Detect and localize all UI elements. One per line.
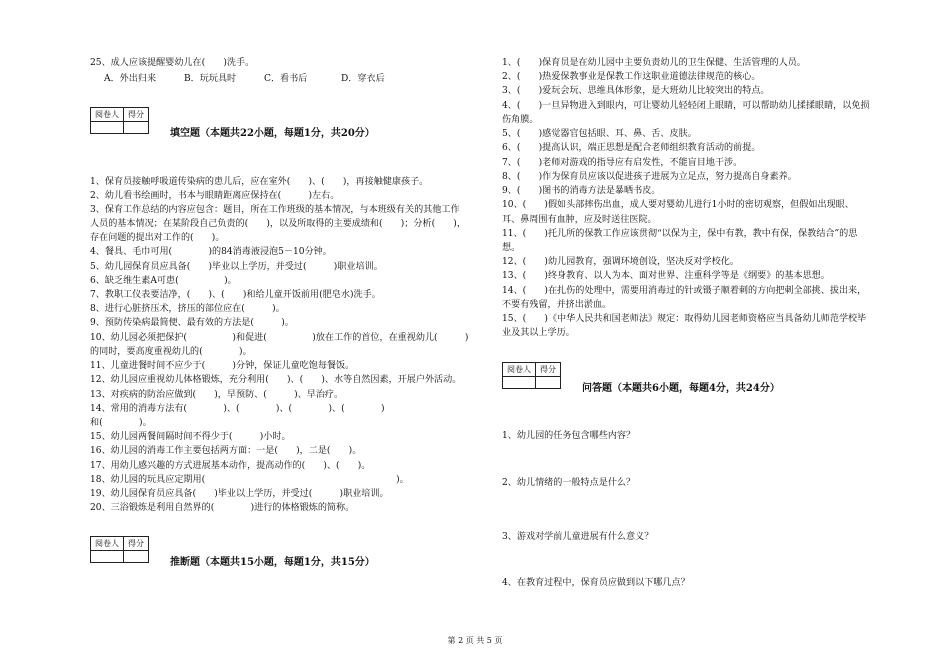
- judge-item: 3、( )爱玩会玩、思维具体形象，是大班幼儿比较突出的特点。: [502, 86, 770, 96]
- judge-item: 2、( )热爱保教事业是保教工作这职业道德法律规范的核心。: [502, 72, 761, 82]
- fill-item: 14、常用的消毒方法有( )、( )、( )、( ): [90, 404, 385, 414]
- fill-item: 7、教职工仪表要洁净，( )、( )和给儿童开饭前用(肥皂水)洗手。: [90, 290, 381, 300]
- judge-item: 14、( )在扎伤的处理中，需要用消毒过的针或镊子顺着刺的方向把刺全部挑、拔出来，: [502, 286, 867, 296]
- judge-item: 13、( )终身教育、以人为本、面对世界、注重科学等是《纲要》的基本思想。: [502, 271, 830, 281]
- question-25: 25、成人应该提醒婴幼儿在( )洗手。: [90, 58, 255, 68]
- judge-section-title: 推断题（本题共15小题，每题1分，共15分）: [170, 557, 375, 568]
- judge-item: 想。: [502, 243, 521, 253]
- fill-item: 存在问题的提出对工作的( )。: [90, 233, 225, 243]
- judge-item: 4、( )一旦异物进入到眼内，可让婴幼儿轻轻闭上眼睛，可以帮助幼儿揉揉眼睛，以免损: [502, 101, 870, 111]
- q25-option-c: C．看书后: [264, 74, 308, 84]
- score-label: 得分: [536, 363, 561, 377]
- q25-option-d: D．穿衣后: [341, 74, 385, 84]
- page-footer: 第 2 页 共 5 页: [447, 636, 503, 645]
- judge-item: 11、( )托儿所的保教工作应该贯彻“以保为主，保中有教，教中有保，保教结合”的思: [502, 229, 858, 239]
- judge-item: 15、( )《中华人民共和国老师法》规定：取得幼儿园老师资格应当具备幼儿师范学校毕: [502, 314, 867, 324]
- fill-item: 5、幼儿园保育员应具备( )毕业以上学历，并受过( )职业培训。: [90, 262, 383, 272]
- score-box-qa: [502, 362, 561, 389]
- judge-item: 1、( )保育员是在幼儿园中主要负责幼儿的卫生保健、生活管理的人员。: [502, 58, 806, 68]
- fill-item: 人员的基本情况；在某阶段自己负责的( )，以及所取得的主要成绩和( )；分析( )，: [90, 219, 466, 229]
- qa-item: 2、幼儿情绪的一般特点是什么？: [502, 478, 636, 488]
- q25-option-b: B．玩玩具时: [184, 74, 237, 84]
- qa-item: 3、游戏对学前儿童进展有什么意义？: [502, 532, 654, 542]
- judge-item: 业及其以上学历。: [502, 328, 575, 338]
- fill-item: 18、幼儿园的玩具应定期用( )。: [90, 475, 409, 485]
- fill-item: 9、预防传染病最简便、最有效的方法是( )。: [90, 318, 294, 328]
- fill-item: 12、幼儿园应重视幼儿体格锻炼，充分利用( )、( )、水等自然因素，开展户外活动。: [90, 375, 462, 385]
- fill-item: 10、幼儿园必须把保护( )和促进( )放在工作的首位，在重视幼儿( ): [90, 333, 469, 343]
- judge-item: 6、( )提高认识，端正思想是配合老师组织教育活动的前提。: [502, 143, 761, 153]
- fill-item: 16、幼儿园的消毒工作主要包括两方面：一是( )，二是( )。: [90, 446, 362, 456]
- score-box-fill: [90, 107, 149, 134]
- q25-option-a: A．外出归来: [104, 74, 157, 84]
- grader-label: 阅卷人: [503, 363, 536, 377]
- qa-item: 1、幼儿园的任务包含哪些内容？: [502, 431, 636, 441]
- fill-section-title: 填空题（本题共22小题，每题1分，共20分）: [170, 128, 375, 139]
- score-label: 得分: [124, 537, 149, 551]
- judge-item: 伤角膜。: [502, 115, 539, 125]
- qa-item: 4、在教育过程中，保育员应做到以下哪几点？: [502, 578, 690, 588]
- score-box-judge: [90, 536, 149, 563]
- fill-item: 6、缺乏维生素A可患( )。: [90, 276, 237, 286]
- fill-item: 15、幼儿园两餐间隔时间不得少于( )小时。: [90, 432, 291, 442]
- fill-item: 13、对疾病的防治应做到( )，早预防、( )、早治疗。: [90, 390, 344, 400]
- fill-item: 3、保育工作总结的内容应包含：题目，所在工作班级的基本情况，与本班级有关的其他工作: [90, 205, 460, 215]
- fill-item: 20、三浴锻炼是利用自然界的( )进行的体格锻炼的简称。: [90, 503, 355, 513]
- fill-item: 11、儿童进餐时间不应少于( )分钟，保证儿童吃饱每餐饭。: [90, 361, 355, 371]
- grader-label: 阅卷人: [91, 108, 124, 122]
- fill-item: 2、幼儿看书绘画时，书本与眼睛距离应保持在( )左右。: [90, 191, 340, 201]
- fill-item: 的同时，要高度重视幼儿的( )。: [90, 347, 252, 357]
- grader-label: 阅卷人: [91, 537, 124, 551]
- fill-item: 17、用幼儿感兴趣的方式进展基本动作，提高动作的( )、( )。: [90, 461, 371, 471]
- fill-item: 8、进行心脏挤压术，挤压的部位应在( )。: [90, 304, 285, 314]
- judge-item: 12、( )幼儿园教育，强调环境创设，坚决反对学校化。: [502, 257, 739, 267]
- fill-item: 和( )。: [90, 418, 152, 428]
- judge-item: 7、( )老师对游戏的指导应有启发性，不能盲目地干涉。: [502, 158, 743, 168]
- score-label: 得分: [124, 108, 149, 122]
- judge-item: 10、( )假如头部摔伤出血，成人要对婴幼儿进行1小时的密切观察，但假如出现眼、: [502, 200, 854, 210]
- fill-item: 4、餐具、毛巾可用( )的84消毒液浸泡5－10分钟。: [90, 247, 332, 257]
- qa-section-title: 问答题（本题共6小题，每题4分，共24分）: [582, 383, 780, 394]
- judge-item: 9、( )图书的消毒方法是暴晒书皮。: [502, 186, 661, 196]
- judge-item: 5、( )感觉器官包括眼、耳、鼻、舌、皮肤。: [502, 129, 697, 139]
- judge-item: 8、( )作为保育员应该以促进孩子进展为立足点，努力提高自身素养。: [502, 172, 797, 182]
- judge-item: 耳、鼻周围有血肿，应及时送往医院。: [502, 215, 657, 225]
- fill-item: 19、幼儿园保育员应具备( )毕业以上学历，并受过( )职业培训。: [90, 489, 389, 499]
- fill-item: 1、保育员接触呼吸道传染病的患儿后，应在室外( )、( )，再接触健康孩子。: [90, 177, 429, 187]
- judge-item: 不要有残留，并挤出淤血。: [502, 300, 612, 310]
